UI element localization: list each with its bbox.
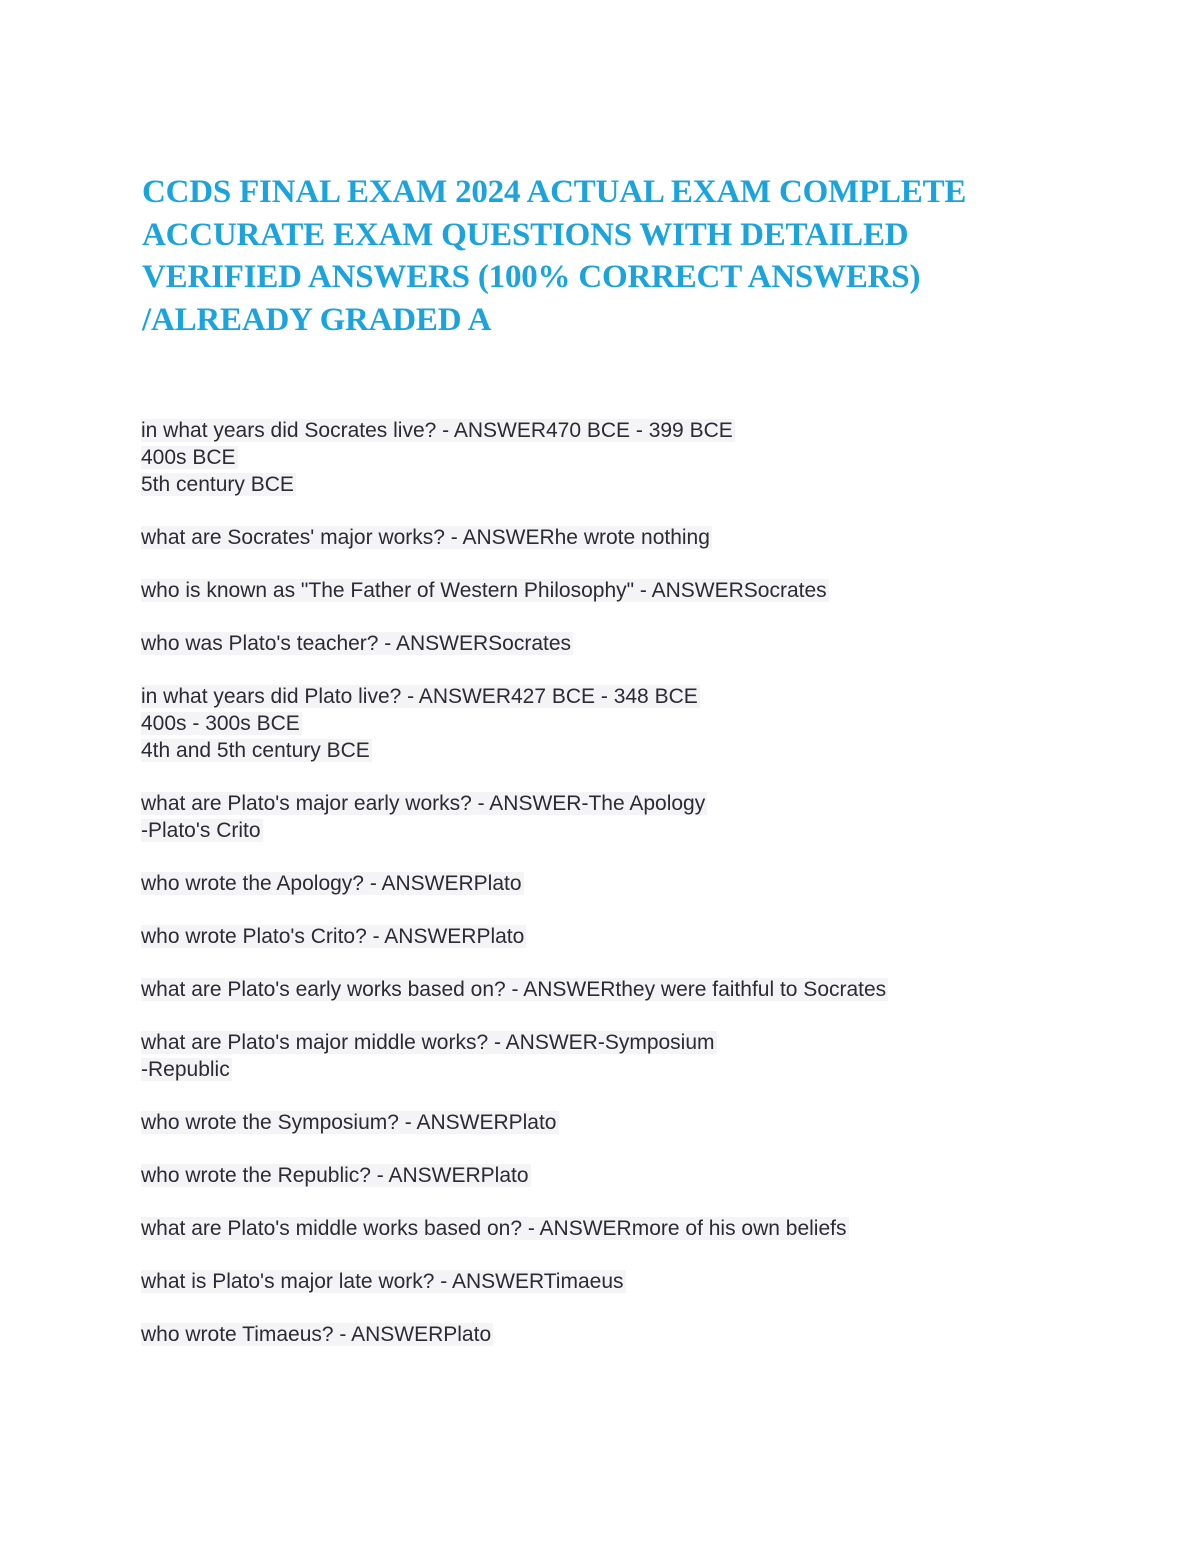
qa-text: what are Plato's major middle works? - ANSWER-Symposium (141, 1031, 715, 1054)
answer-continuation-line (141, 737, 1141, 764)
question-line (141, 524, 1141, 551)
question-line (141, 1215, 1141, 1242)
qa-text: who wrote Timaeus? - ANSWERPlato (141, 1323, 492, 1346)
qa-text: in what years did Socrates live? - ANSWER470 BCE - 399 BCE (141, 419, 733, 442)
qa-item (141, 683, 1141, 764)
qa-text: who wrote the Apology? - ANSWERPlato (141, 872, 522, 895)
question-line (141, 870, 1141, 897)
question-line (141, 790, 1141, 817)
question-line (141, 1321, 1141, 1348)
question-line (141, 1268, 1141, 1295)
qa-item (141, 1268, 1141, 1295)
qa-text: who was Plato's teacher? - ANSWERSocrates (141, 632, 572, 655)
qa-text: what are Plato's middle works based on? - ANSWERmore of his own beliefs (141, 1217, 847, 1240)
qa-text: -Republic (141, 1058, 230, 1081)
answer-continuation-line (141, 471, 1141, 498)
title-line: ACCURATE EXAM QUESTIONS WITH DETAILED (142, 216, 909, 253)
qa-item (141, 524, 1141, 551)
title-line: VERIFIED ANSWERS (100% CORRECT ANSWERS) (142, 259, 921, 295)
question-line (141, 1109, 1141, 1136)
question-line (141, 417, 1141, 444)
qa-text: 4th and 5th century BCE (141, 739, 370, 762)
qa-item (141, 417, 1141, 498)
qa-list (141, 417, 1141, 1374)
qa-item (141, 1162, 1141, 1189)
qa-text: -Plato's Crito (141, 819, 261, 842)
qa-text: 400s BCE (141, 446, 236, 469)
title-line: CCDS FINAL EXAM 2024 ACTUAL EXAM COMPLETE (142, 174, 967, 210)
question-line (141, 923, 1141, 950)
qa-text: who wrote the Symposium? - ANSWERPlato (141, 1111, 557, 1134)
answer-continuation-line (141, 1056, 1141, 1083)
answer-continuation-line (141, 444, 1141, 471)
qa-item (141, 1321, 1141, 1348)
qa-item (141, 870, 1141, 897)
question-line (141, 630, 1141, 657)
qa-text: who wrote the Republic? - ANSWERPlato (141, 1164, 529, 1187)
qa-item (141, 923, 1141, 950)
qa-text: who wrote Plato's Crito? - ANSWERPlato (141, 925, 525, 948)
qa-text: what are Socrates' major works? - ANSWERhe wrote nothing (141, 526, 710, 549)
qa-item (141, 630, 1141, 657)
qa-item (141, 976, 1141, 1003)
answer-continuation-line (141, 710, 1141, 737)
qa-text: who is known as "The Father of Western Philosophy" - ANSWERSocrates (141, 579, 827, 602)
question-line (141, 1029, 1141, 1056)
qa-text: what are Plato's major early works? - ANSWER-The Apology (141, 792, 706, 815)
question-line (141, 976, 1141, 1003)
title-line: /ALREADY GRADED A (142, 301, 492, 338)
question-line (141, 577, 1141, 604)
question-line (141, 683, 1141, 710)
qa-text: what is Plato's major late work? - ANSWERTimaeus (141, 1270, 624, 1293)
qa-text: what are Plato's early works based on? - ANSWERthey were faithful to Socrates (141, 978, 887, 1001)
document-title (142, 171, 1092, 341)
qa-item (141, 1215, 1141, 1242)
qa-item (141, 577, 1141, 604)
question-line (141, 1162, 1141, 1189)
qa-item (141, 1029, 1141, 1083)
qa-item (141, 790, 1141, 844)
answer-continuation-line (141, 817, 1141, 844)
qa-item (141, 1109, 1141, 1136)
qa-text: 5th century BCE (141, 473, 294, 496)
qa-text: in what years did Plato live? - ANSWER427 BCE - 348 BCE (141, 685, 698, 708)
qa-text: 400s - 300s BCE (141, 712, 300, 735)
